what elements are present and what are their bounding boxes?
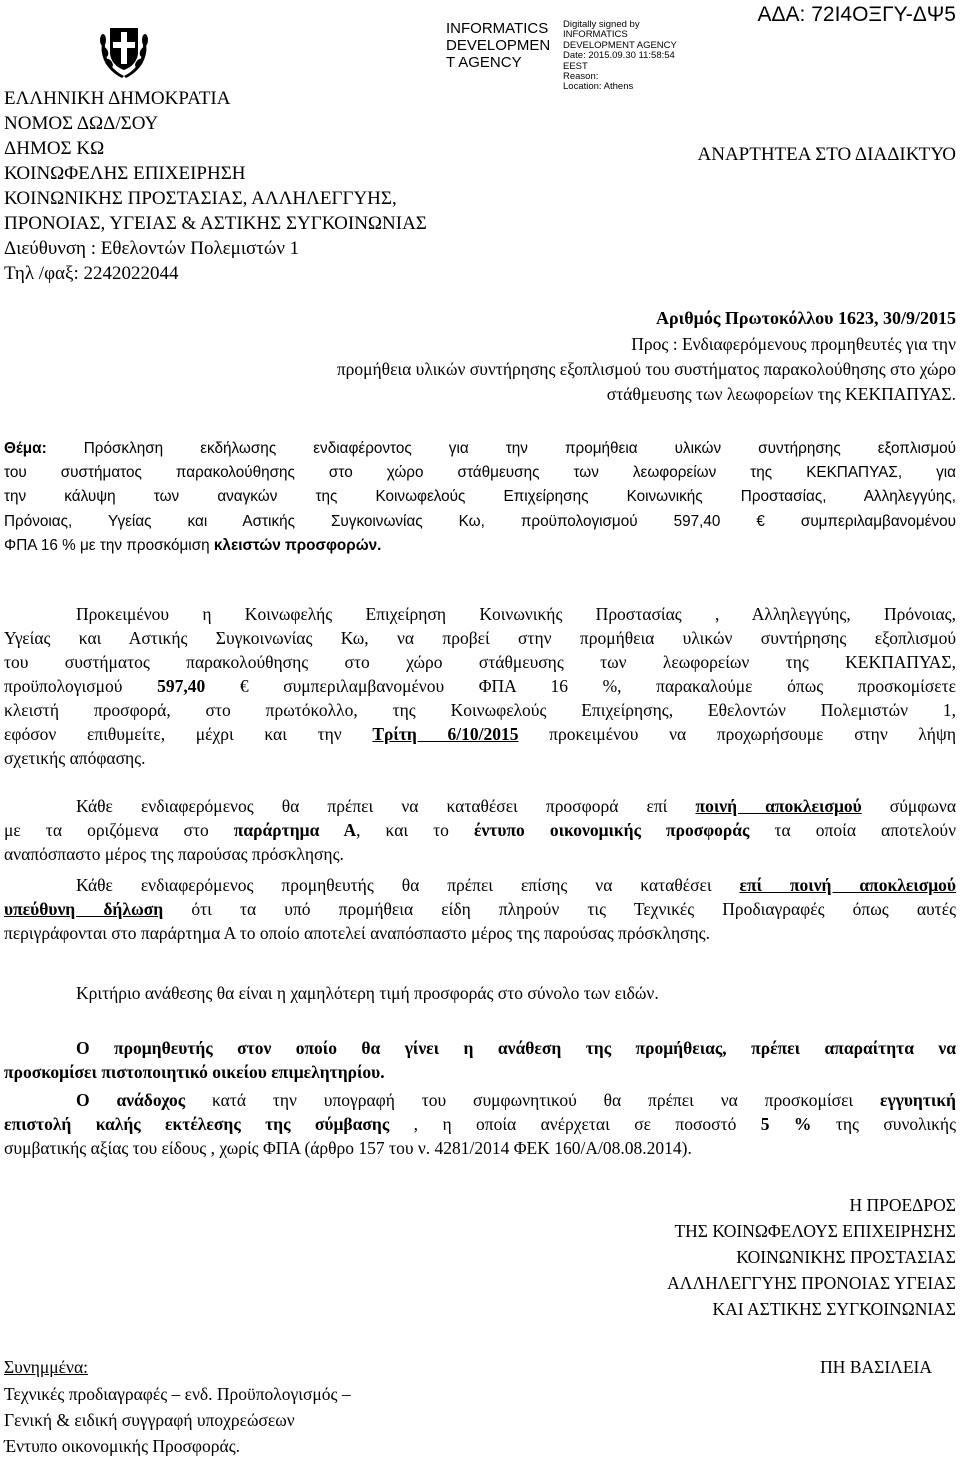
certificate-requirement [4, 1036, 956, 1084]
body-text: , η οποία ανέρχεται σε ποσοστό [389, 1114, 761, 1134]
subject-text: Πρόσκληση εκδήλωσης ενδιαφέροντος για την προμήθεια υλικών συντήρησης εξοπλισμού [83, 440, 957, 457]
body-text: εφόσον επιθυμείτε, μέχρι και την [4, 724, 373, 744]
attachment-item: Γενική & ειδική συγγραφή υποχρεώσεων [4, 1410, 295, 1430]
subject-label: Θέμα: [4, 440, 47, 457]
body-text: κατά την υπογραφή του συμφωνητικού θα πρέπει να προσκομίσει [185, 1090, 880, 1110]
attachments-label-text: Συνημμένα: [4, 1357, 88, 1377]
budget-amount: 597,40 [157, 676, 206, 696]
performance-letter: επιστολή καλής εκτέλεσης της σύμβασης [4, 1114, 390, 1134]
signatory-line: ΚΟΙΝΩΝΙΚΗΣ ΠΡΟΣΤΑΣΙΑΣ [736, 1247, 956, 1267]
body-text: του συστήματος παρακολούθησης στο χώρο στάθμευσης των λεωφορείων της ΚΕΚΠΑΠΥΑΣ, [4, 652, 956, 672]
body-text: Υγείας και Αστικής Συγκοινωνίας Κω, να προβεί στην προμήθεια υλικών συντήρησης εξοπλισμού [4, 628, 956, 648]
stamp-detail-line: Location: Athens [563, 81, 634, 93]
emblem-icon [96, 22, 152, 82]
subject-text: την κάλυψη των αναγκών της Κοινωφελούς Επιχείρησης Κοινωνικής Προστασίας, Αλληλεγγύης, [4, 488, 956, 506]
body-text: αναπόσπαστο μέρος της παρούσας πρόσκλησης. [4, 844, 344, 864]
ada-code: ΑΔΑ: 72Ι4ΟΞΓΥ-ΔΨ5 [757, 3, 956, 26]
subject-block [4, 437, 956, 558]
body-text: προϋπολογισμού [4, 676, 158, 696]
stamp-detail-line: INFORMATICS [563, 29, 628, 41]
body-text: Κάθε ενδιαφερόμενος θα πρέπει να καταθέσει προσφορά επί [76, 796, 696, 816]
body-text: προσκομίσει πιστοποιητικό οικείου επιμελητηρίου. [4, 1062, 385, 1082]
body-text: , και το [356, 820, 475, 840]
header-line-enterprise: ΚΟΙΝΩΦΕΛΗΣ ΕΠΙΧΕΙΡΗΣΗ [4, 163, 246, 184]
body-text: της συνολικής [811, 1114, 956, 1134]
attachments-label [4, 1355, 88, 1379]
signatory-line: ΤΗΣ ΚΟΙΝΩΦΕΛΟΥΣ ΕΠΙΧΕΙΡΗΣΗΣ [674, 1221, 956, 1241]
header-line-country: ΕΛΛΗΝΙΚΗ ΔΗΜΟΚΡΑΤΙΑ [4, 88, 231, 109]
exclusion-penalty: επί ποινή αποκλεισμού [739, 875, 956, 895]
header-line-prefecture: ΝΟΜΟΣ ΔΩΔ/ΣΟΥ [4, 113, 159, 134]
guarantee-percent: 5 % [760, 1114, 812, 1134]
body-text: σχετικής απόφασης. [4, 748, 146, 768]
recipient-line-2: προμήθεια υλικών συντήρησης εξοπλισμού του συστήματος παρακολούθησης στο χώρο [336, 359, 956, 379]
body-paragraph-3 [4, 873, 956, 945]
stamp-agency-line: DEVELOPMEN [446, 37, 551, 54]
body-text: Ο προμηθευτής στον οποίο θα γίνει η ανάθεση της προμήθειας, πρέπει απαραίτητα να [76, 1038, 956, 1058]
guarantee-paragraph [4, 1088, 956, 1160]
hellenic-republic-emblem [96, 22, 152, 82]
body-paragraph-1 [4, 602, 956, 770]
signatory-line: ΑΛΛΗΛΕΓΓΥΗΣ ΠΡΟΝΟΙΑΣ ΥΓΕΙΑΣ [667, 1273, 956, 1293]
subject-text: ΦΠΑ 16 % με την προσκόμιση [4, 536, 214, 554]
header-line-enterprise-3: ΠΡΟΝΟΙΑΣ, ΥΓΕΙΑΣ & ΑΣΤΙΚΗΣ ΣΥΓΚΟΙΝΩΝΙΑΣ [4, 213, 427, 234]
body-text: κλειστή προσφορά, στο πρωτόκολλο, της Κοινωφελούς Επιχείρησης, Εθελοντών Πολεμιστών 1, [4, 700, 956, 720]
body-text: τα οποία αποτελούν [749, 820, 957, 840]
award-criterion [4, 981, 956, 1005]
header-line-enterprise-2: ΚΟΙΝΩΝΙΚΗΣ ΠΡΟΣΤΑΣΙΑΣ, ΑΛΛΗΛΕΓΓΥΗΣ, [4, 188, 397, 209]
signature-stamp-details [563, 20, 677, 93]
annex-a: παράρτημα Α [233, 820, 357, 840]
stamp-detail-line: EEST [563, 60, 588, 72]
body-text: ότι τα υπό προμήθεια είδη πληρούν τις Τεχνικές Προδιαγραφές όπως αυτές [163, 899, 956, 919]
header-line-municipality: ΔΗΜΟΣ ΚΩ [4, 138, 105, 159]
subject-closed-offers: κλειστών προσφορών. [213, 536, 382, 554]
signatory-line: Η ΠΡΟΕΔΡΟΣ [849, 1195, 956, 1215]
recipient-line-3: στάθμευσης των λεωφορείων της ΚΕΚΠΑΠΥΑΣ. [606, 384, 956, 404]
stamp-detail-line: Digitally signed by [563, 19, 640, 30]
signatory-line: ΚΑΙ ΑΣΤΙΚΗΣ ΣΥΓΚΟΙΝΩΝΙΑΣ [712, 1299, 956, 1319]
attachment-item: Τεχνικές προδιαγραφές – ενδ. Προϋπολογισμός – [4, 1384, 351, 1404]
signatory-name: ΠΗ ΒΑΣΙΛΕΙΑ [820, 1357, 932, 1377]
body-text: συμβατικής αξίας του είδους , χωρίς ΦΠΑ (άρθρο 157 του ν. 4281/2014 ΦΕΚ 160/Α/08.08.2014). [4, 1138, 692, 1158]
body-text: σύμφωνα [861, 796, 956, 816]
subject-text: Πρόνοιας, Υγείας και Αστικής Συγκοινωνίας Κω, προϋπολογισμού 597,40 € συμπεριλαμβανομένου [4, 512, 956, 530]
stamp-detail-line: Reason: [563, 71, 599, 83]
recipient-line-1: Προς : Ενδιαφερόμενους προμηθευτές για την [631, 334, 956, 354]
body-text: Προκειμένου η Κοινωφελής Επιχείρηση Κοινωνικής Προστασίας , Αλληλεγγύης, Πρόνοιας, [76, 604, 956, 624]
deadline-date: Τρίτη 6/10/2015 [372, 724, 519, 744]
header-line-address: Διεύθυνση : Εθελοντών Πολεμιστών 1 [4, 238, 300, 259]
body-text: με τα οριζόμενα στο [4, 820, 234, 840]
body-text: Κριτήριο ανάθεσης θα είναι η χαμηλότερη τιμή προσφοράς στο σύνολο των ειδών. [76, 983, 659, 1003]
exclusion-penalty: ποινή αποκλεισμού [695, 796, 862, 816]
contractor-label: Ο ανάδοχος [76, 1090, 186, 1110]
attachment-item: Έντυπο οικονομικής Προσφοράς. [4, 1436, 240, 1456]
financial-offer-form: έντυπο οικονομικής προσφοράς [474, 820, 750, 840]
publish-note: ΑΝΑΡΤΗΤΕΑ ΣΤΟ ΔΙΑΔΙΚΤΥΟ [697, 144, 956, 165]
body-text: € συμπεριλαμβανομένου ΦΠΑ 16 %, παρακαλούμε όπως προσκομίσετε [205, 676, 956, 696]
stamp-agency-line: INFORMATICS [446, 20, 549, 37]
signature-stamp-agency [446, 20, 550, 71]
body-text: προκειμένου να προχωρήσουμε στην λήψη [518, 724, 956, 744]
header-line-phone: Τηλ /φαξ: 2242022044 [4, 263, 179, 284]
protocol-number: Αριθμός Πρωτοκόλλου 1623, 30/9/2015 [656, 308, 956, 328]
body-text: Κάθε ενδιαφερόμενος προμηθευτής θα πρέπει επίσης να καταθέσει [76, 875, 740, 895]
body-paragraph-2 [4, 794, 956, 866]
body-text: περιγράφονται στο παράρτημα Α το οποίο αποτελεί αναπόσπαστο μέρος της παρούσας πρόσκλησης. [4, 923, 710, 943]
solemn-declaration: υπεύθυνη δήλωση [4, 899, 164, 919]
guarantee-word: εγγυητική [879, 1090, 956, 1110]
stamp-agency-line: T AGENCY [446, 54, 522, 71]
stamp-detail-line: Date: 2015.09.30 11:58:54 [563, 50, 675, 62]
subject-text: του συστήματος παρακολούθησης στο χώρο στάθμευσης των λεωφορείων της ΚΕΚΠΑΠΥΑΣ, για [4, 464, 956, 482]
stamp-detail-line: DEVELOPMENT AGENCY [563, 39, 677, 51]
